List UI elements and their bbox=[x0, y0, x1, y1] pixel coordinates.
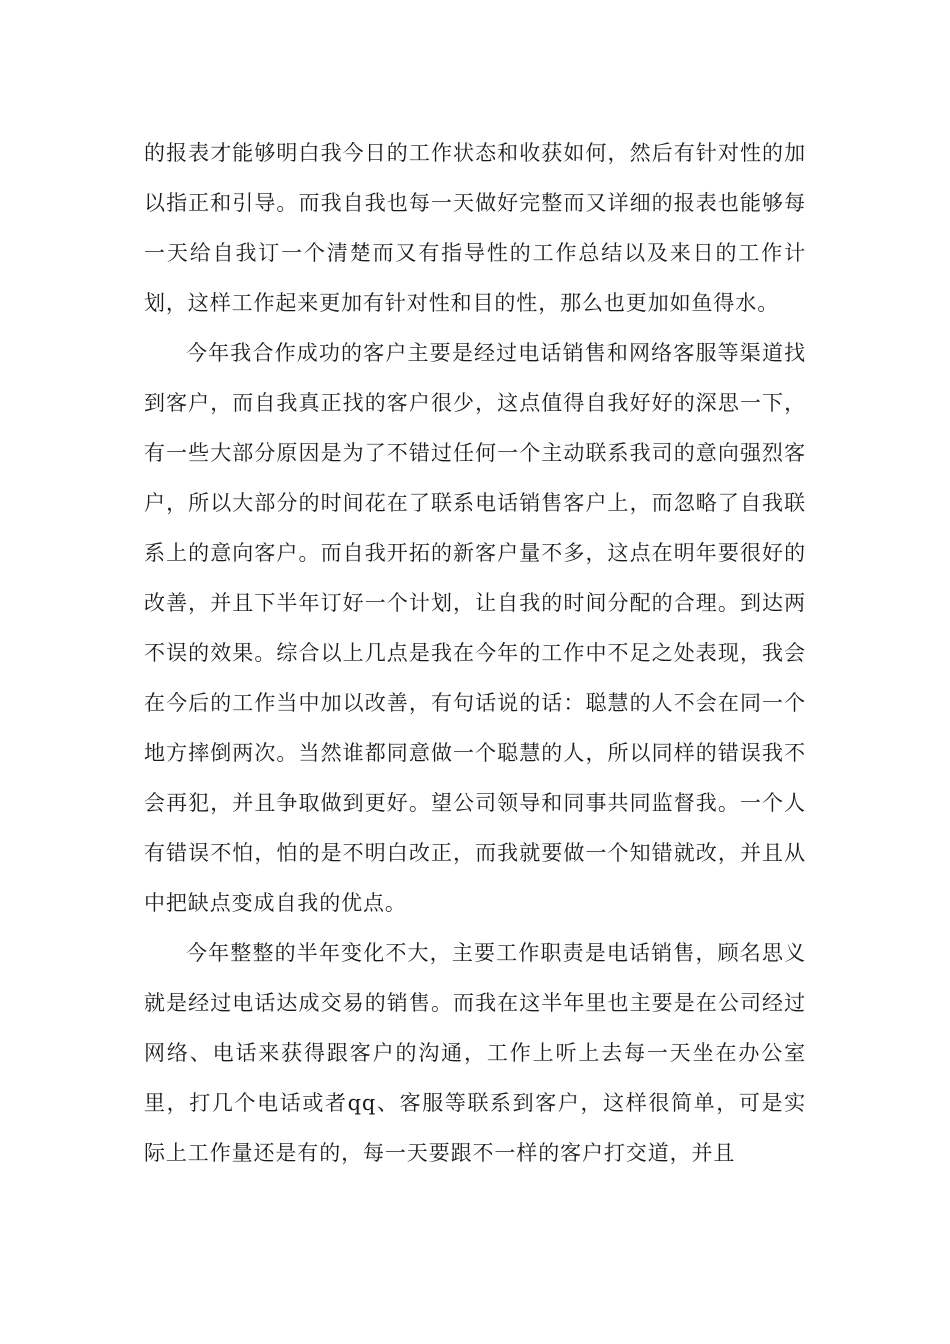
document-page bbox=[144, 128, 806, 1178]
paragraph-2: 今年我合作成功的客户主要是经过电话销售和网络客服等渠道找到客户，而自我真正找的客户很少，这点值得自我好好的深思一下，有一些大部分原因是为了不错过任何一个主动联系我司的意向强烈客户，所以大部分的时间花在了联系电话销售客户上，而忽略了自我联系上的意向客户。而自我开拓的新客户量不多，这点在明年要很好的改善，并且下半年订好一个计划，让自我的时间分配的合理。到达两不误的效果。综合以上几点是我在今年的工作中不足之处表现，我会在今后的工作当中加以改善，有句话说的话：聪慧的人不会在同一个地方摔倒两次。当然谁都同意做一个聪慧的人，所以同样的错误我不会再犯，并且争取做到更好。望公司领导和同事共同监督我。一个人有错误不怕，怕的是不明白改正，而我就要做一个知错就改，并且从中把缺点变成自我的优点。 bbox=[144, 341, 806, 915]
paragraph-3: 今年整整的半年变化不大，主要工作职责是电话销售，顾名思义就是经过电话达成交易的销售。而我在这半年里也主要是在公司经过网络、电话来获得跟客户的沟通，工作上听上去每一天坐在办公室里，打几个电话或者qq、客服等联系到客户，这样很简单，可是实际上工作量还是有的，每一天要跟不一样的客户打交道，并且 bbox=[144, 941, 806, 1165]
paragraph-1: 的报表才能够明白我今日的工作状态和收获如何，然后有针对性的加以指正和引导。而我自我也每一天做好完整而又详细的报表也能够每一天给自我订一个清楚而又有指导性的工作总结以及来日的工作计划，这样工作起来更加有针对性和目的性，那么也更加如鱼得水。 bbox=[144, 141, 806, 315]
